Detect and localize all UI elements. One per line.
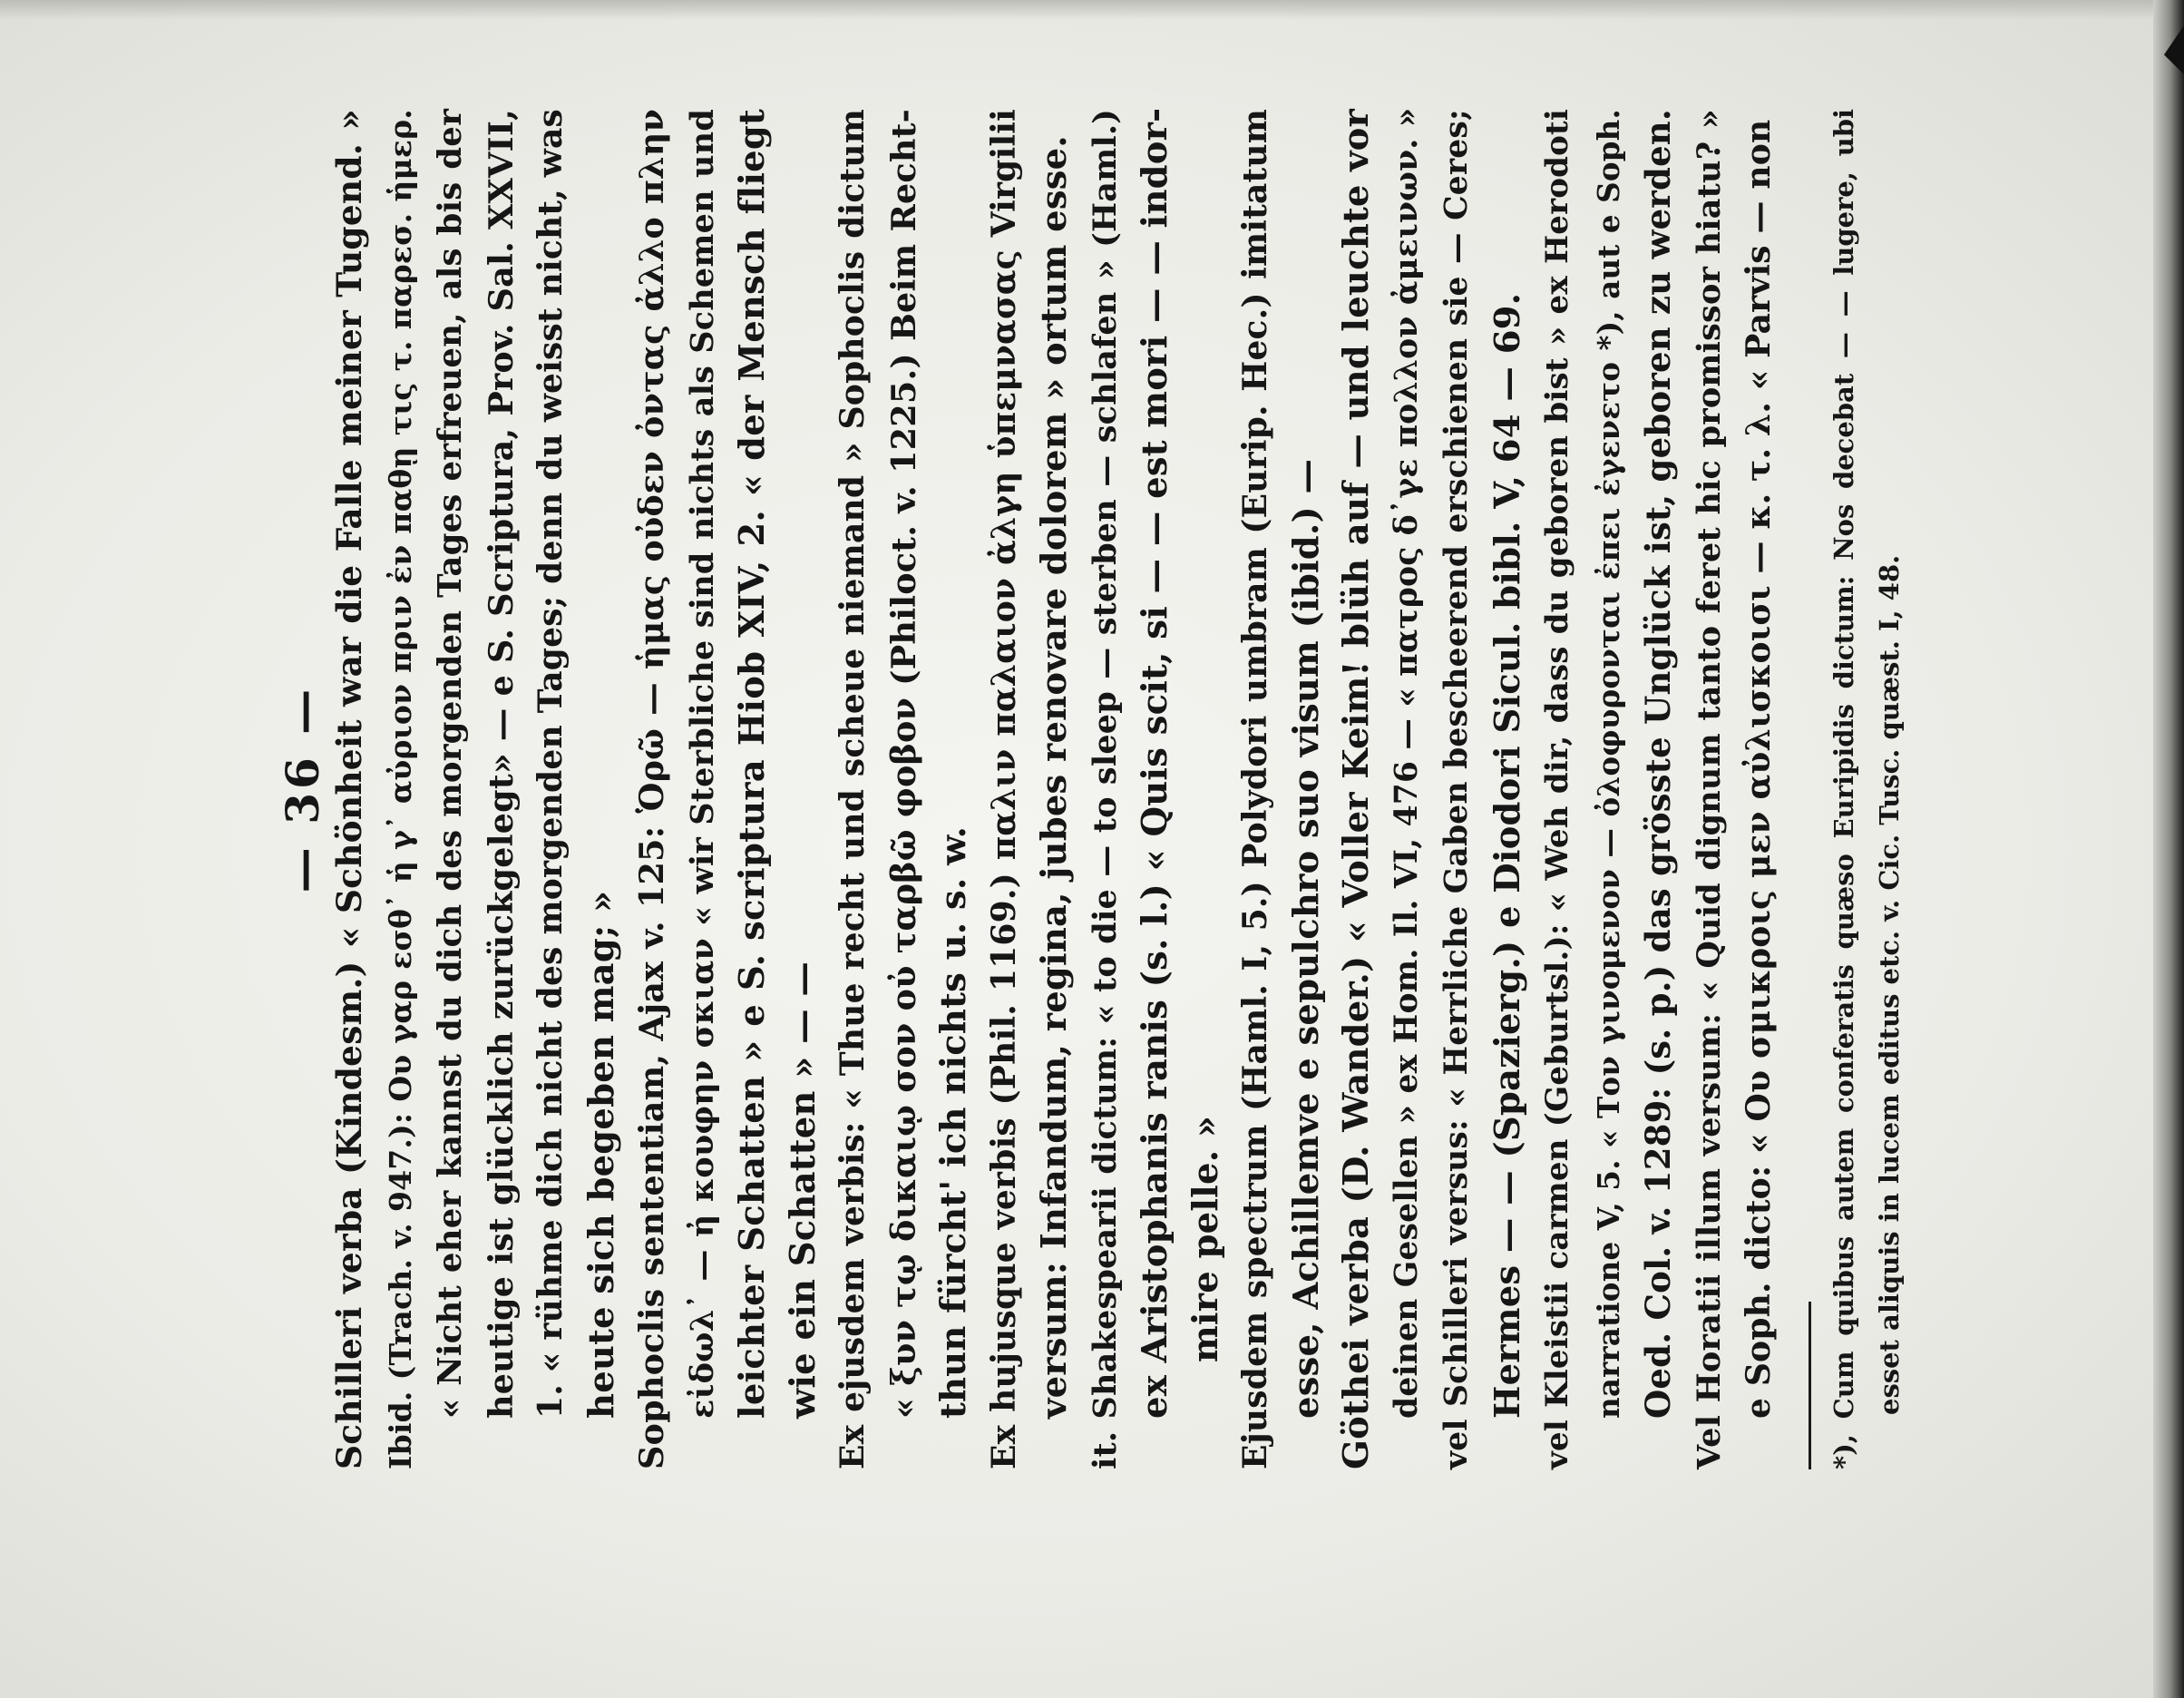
footnote	[1821, 109, 1912, 1469]
book-gutter	[2153, 0, 2184, 1698]
text-line: Vel Horatii illum versum: « Quid dignum tanto feret hic promissor hiatu? »	[1690, 109, 1728, 1469]
text-line: Hermes — — (Spazierg.) e Diodori Sicul. bibl. V, 64 — 69.	[1487, 292, 1528, 1419]
text-line: vel Schilleri versus: « Herrliche Gaben bescheerend erschienen sie — Ceres;	[1438, 109, 1475, 1469]
text-line: εἰδωλ᾿ — ἠ κουφην σκιαν « wir Sterbliche sind nichts als Schemen und	[683, 109, 721, 1419]
text-line: versum: Infandum, regina, jubes renovare dolorem » ortum esse.	[1034, 135, 1075, 1419]
text-line: Sophoclis sententiam, Ajax v. 125: Ὁρῶ — ἡμας οὐδεν ὀντας ἀλλο πλην	[632, 109, 671, 1469]
page-number: — 36 —	[276, 685, 329, 893]
text-line: Oed. Col. v. 1289: (s. p.) das grösste Unglück ist, geboren zu werden.	[1638, 109, 1678, 1419]
rotated-text-block	[276, 107, 1905, 1469]
text-line: it. Shakespearii dictum: « to die — to sleep — sterben — schlafen » (Haml.)	[1086, 109, 1124, 1469]
text-line: mire pelle. »	[1185, 1115, 1226, 1362]
text-line: leichter Schatten » e S. scriptura Hiob XIV, 2. « der Mensch fliegt	[732, 109, 773, 1419]
text-line: narratione V, 5. « Τον γινομενον — ὀλοφυρονται ἐπει ἐγενετο *), aut e Soph.	[1590, 109, 1626, 1419]
text-line: e Soph. dicto: « Ου σμικροις μεν αὐλισκοισι — κ. τ. λ. « Parvis — non	[1740, 119, 1778, 1419]
text-line: Ejusdem spectrum (Haml. I, 5.) Polydori umbram (Eurip. Hec.) imitatum	[1236, 109, 1274, 1469]
text-line: Göthei verba (D. Wander.) « Voller Keim! blüh auf — und leuchte vor	[1336, 109, 1377, 1469]
footnote-line: esset aliquis in lucem editus etc. v. Cic. Tusc. quæst. I, 48.	[1873, 554, 1905, 1415]
text-line: Ex ejusdem verbis: « Thue recht und scheue niemand » Sophoclis dictum	[834, 109, 872, 1469]
text-line: deinen Gesellen » ex Hom. Il. VI, 476 — « πατρος δ᾿γε πολλον ἀμεινων. »	[1388, 107, 1425, 1419]
text-line: Schilleri verba (Kindesm.) « Schönheit war die Falle meiner Tugend. »	[329, 109, 369, 1469]
text-line: heute sich begeben mag; »	[580, 890, 622, 1419]
text-line: thun fürcht' ich nichts u. s. w.	[933, 825, 974, 1419]
text-line: esse, Achillemve e sepulchro suo visum (ibid.) —	[1285, 458, 1327, 1419]
text-line: wie ein Schatten » — —	[782, 961, 824, 1419]
footnote-line: *), Cum quibus autem conferatis quæso Euripidis dictum: Nos decebat — — lugere, ubi	[1828, 109, 1859, 1469]
text-line: ex Aristophanis ranis (s. l.) « Quis scit, si — — est mori — — indor-	[1135, 107, 1175, 1419]
text-line: Ex hujusque verbis (Phil. 1169.) παλιν παλαιον ἀλγη ὑπεμνασας Virgilii	[984, 109, 1023, 1469]
text-line: « ξυν τῳ δικαιῳ σον οὐ ταρβῶ φοβον (Philoct. v. 1225.) Beim Recht-	[883, 109, 923, 1419]
page-top-shadow	[0, 0, 2184, 20]
footnote-rule	[1809, 1302, 1811, 1469]
text-line: heutige ist glücklich zurückgelegt» — e S. Scriptura, Prov. Sal. XXVII,	[481, 109, 521, 1419]
text-line: 1. « rühme dich nicht des morgenden Tages; denn du weisst nicht, was	[531, 109, 570, 1419]
text-line: vel Kleistii carmen (Geburtsl.): « Weh dir, dass du geboren bist » ex Herodoti	[1539, 109, 1575, 1469]
text-line: Ibid. (Trach. v. 947.): Ου γαρ εσθ᾿ ἡ γ᾿ αὐριον πριν ἐν παθῃ τις τ. παρεσ. ἡμερ.	[382, 109, 418, 1469]
text-line: « Nicht eher kannst du dich des morgenden Tages erfreuen, als bis der	[432, 109, 469, 1419]
body-text	[325, 109, 1785, 1469]
